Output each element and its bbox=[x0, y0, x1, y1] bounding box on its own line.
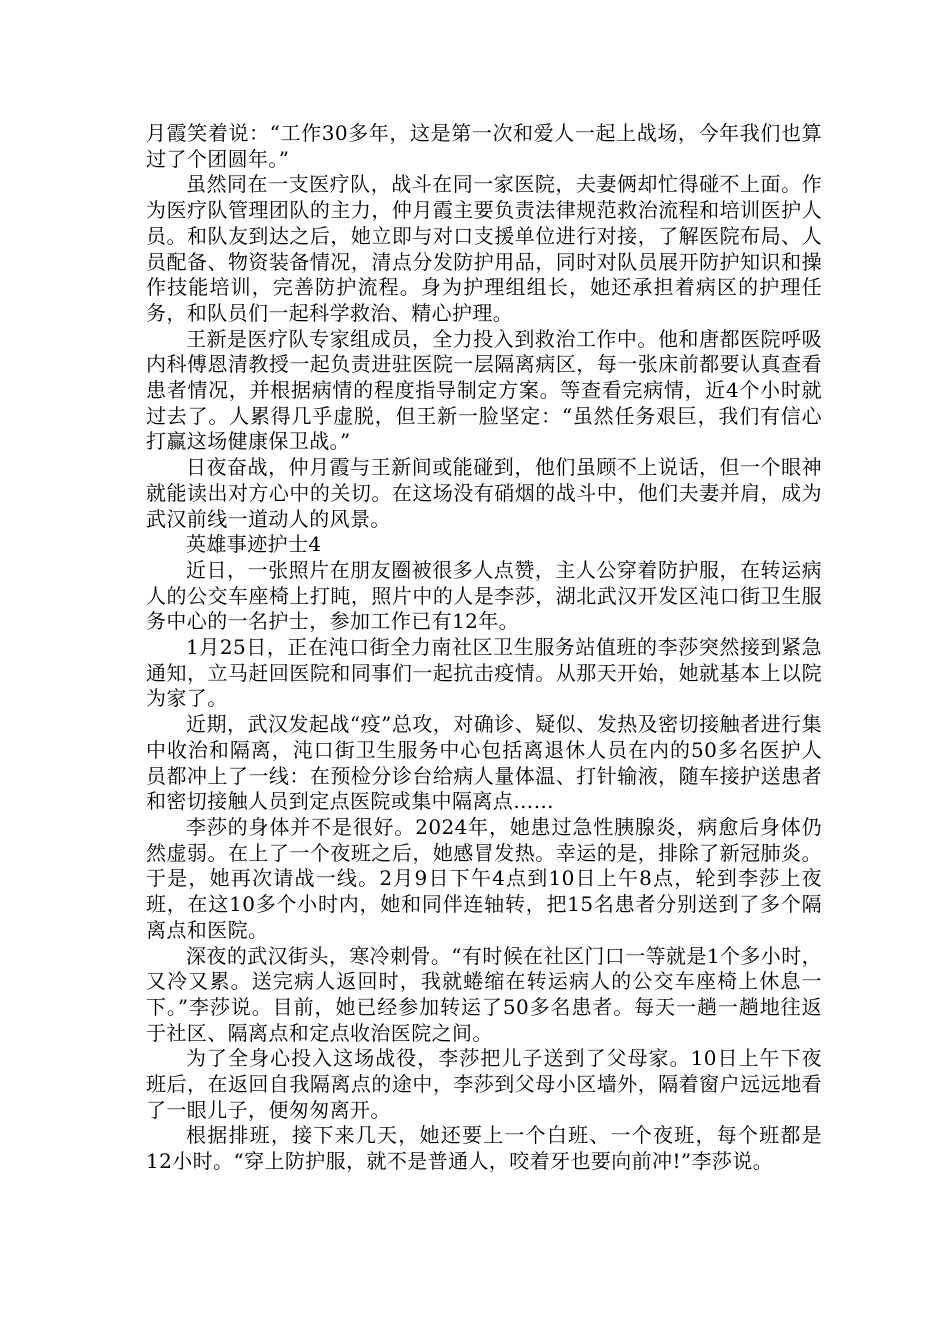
paragraph: 深夜的武汉街头，寒冷刺骨。“有时候在社区门口一等就是1个多小时，又冷又累。送完病人返回时，我就蜷缩在转运病人的公交车座椅上休息一下。”李莎说。目前，她已经参加转运了50多名患者。每天一趟一趟地往返于社区、隔离点和定点收治医院之间。 bbox=[146, 943, 822, 1045]
paragraph: 虽然同在一支医疗队，战斗在同一家医院，夫妻俩却忙得碰不上面。作为医疗队管理团队的主力，仲月霞主要负责法律规范救治流程和培训医护人员。和队友到达之后，她立即与对口支援单位进行对接，了解医院布局、人员配备、物资装备情况，清点分发防护用品，同时对队员展开防护知识和操作技能培训，完善防护流程。身为护理组组长，她还承担着病区的护理任务，和队员们一起科学救治、精心护理。 bbox=[146, 172, 822, 325]
paragraph: 近期，武汉发起战“疫”总攻，对确诊、疑似、发热及密切接触者进行集中收治和隔离，沌口街卫生服务中心包括离退休人员在内的50多名医护人员都冲上了一线：在预检分诊台给病人量体温、打针输液，随车接护送患者和密切接触人员到定点医院或集中隔离点…… bbox=[146, 712, 822, 814]
paragraph: 日夜奋战，仲月霞与王新间或能碰到，他们虽顾不上说话，但一个眼神就能读出对方心中的关切。在这场没有硝烟的战斗中，他们夫妻并肩，成为武汉前线一道动人的风景。 bbox=[146, 455, 822, 531]
paragraph: 1月25日，正在沌口街全力南社区卫生服务站值班的李莎突然接到紧急通知，立马赶回医院和同事们一起抗击疫情。从那天开始，她就基本上以院为家了。 bbox=[146, 635, 822, 711]
paragraph: 为了全身心投入这场战役，李莎把儿子送到了父母家。10日上午下夜班后，在返回自我隔离点的途中，李莎到父母小区墙外，隔着窗户远远地看了一眼儿子，便匆匆离开。 bbox=[146, 1046, 822, 1122]
paragraph: 李莎的身体并不是很好。2024年，她患过急性胰腺炎，病愈后身体仍然虚弱。在上了一个夜班之后，她感冒发热。幸运的是，排除了新冠肺炎。于是，她再次请战一线。2月9日下午4点到10日上午8点，轮到李莎上夜班，在这10多个小时内，她和同伴连轴转，把15名患者分别送到了多个隔离点和医院。 bbox=[146, 814, 822, 942]
paragraph: 近日，一张照片在朋友圈被很多人点赞，主人公穿着防护服，在转运病人的公交车座椅上打盹，照片中的人是李莎，湖北武汉开发区沌口街卫生服务中心的一名护士，参加工作已有12年。 bbox=[146, 557, 822, 634]
paragraph-continuation: 月霞笑着说：“工作30多年，这是第一次和爱人一起上战场，今年我们也算过了个团圆年。” bbox=[146, 121, 822, 171]
paragraph: 王新是医疗队专家组成员，全力投入到救治工作中。他和唐都医院呼吸内科傅恩清教授一起负责进驻医院一层隔离病区，每一张床前都要认真查看患者情况，并根据病情的程度指导制定方案。等查看完病情，近4个小时就过去了。人累得几乎虚脱，但王新一脸坚定：“虽然任务艰巨，我们有信心打赢这场健康保卫战。” bbox=[146, 326, 822, 454]
paragraph: 根据排班，接下来几天，她还要上一个白班、一个夜班，每个班都是12小时。“穿上防护服，就不是普通人，咬着牙也要向前冲!”李莎说。 bbox=[146, 1123, 822, 1174]
section-heading: 英雄事迹护士4 bbox=[186, 532, 322, 557]
document-page bbox=[146, 121, 822, 1175]
